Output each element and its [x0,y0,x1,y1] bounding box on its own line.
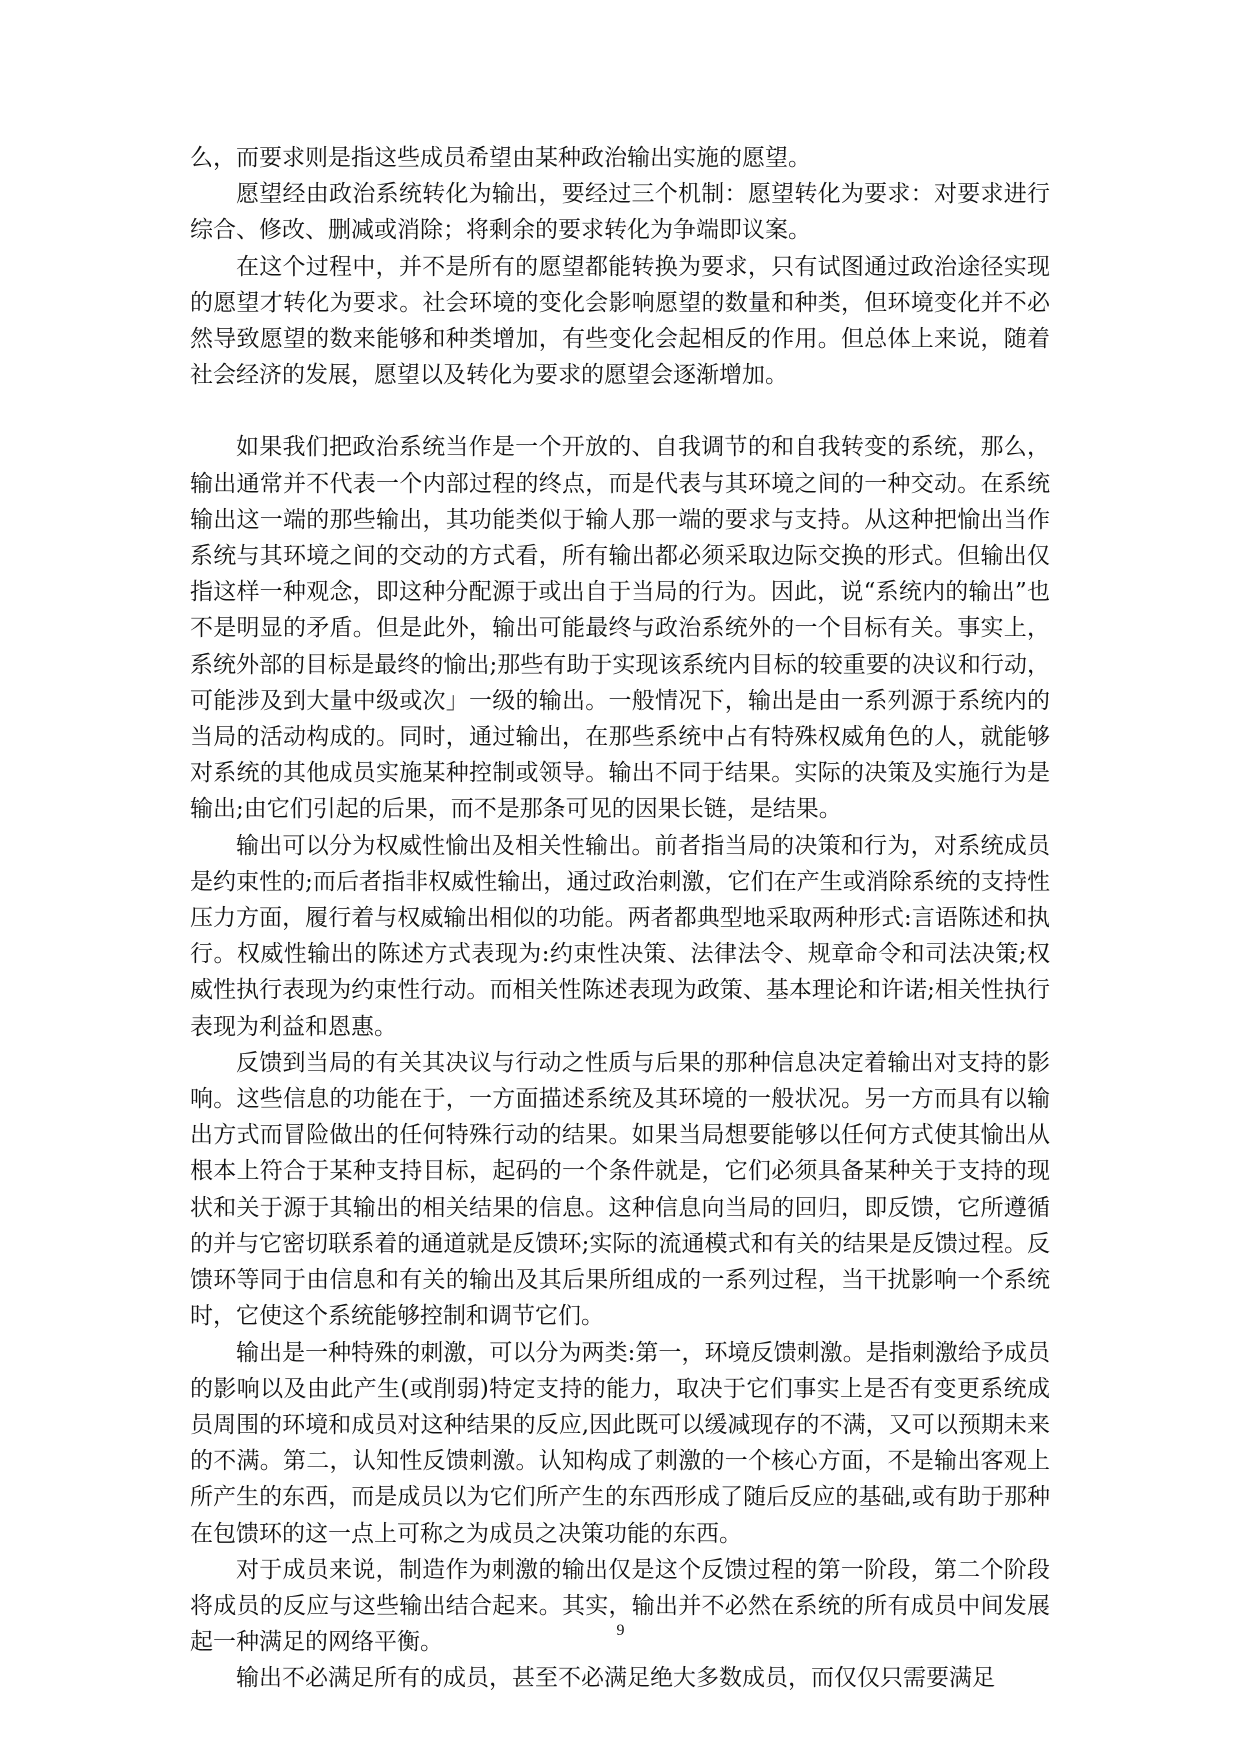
paragraph-4: 如果我们把政治系统当作是一个开放的、自我调节的和自我转变的系统，那么，输出通常并不代表一个内部过程的终点，而是代表与其环境之间的一种交动。在系统输出这一端的那些输出，其功能类似于输人那一端的要求与支持。从这种把愉出当作系统与其环境之间的交动的方式看，所有输出都必须采取边际交换的形式。但输出仅指这样一种观念，即这种分配源于或出自于当局的行为。因此，说“系统内的输出”也不是明显的矛盾。但是此外，输出可能最终与政治系统外的一个目标有关。事实上，系统外部的目标是最终的愉出;那些有助于实现该系统内目标的较重要的决议和行动，可能涉及到大量中级或次」一级的输出。一般情况下，输出是由一系列源于系统内的当局的活动构成的。同时，通过输出，在那些系统中占有特殊权威角色的人，就能够对系统的其他成员实施某种控制或领导。输出不同于结果。实际的决策及实施行为是输出;由它们引起的后果，而不是那条可见的因果长链，是结果。 [190,434,1050,823]
document-body [190,140,1050,1697]
paragraph-7: 输出是一种特殊的刺激，可以分为两类:第一，环境反馈刺激。是指刺激给予成员的影响以及由此产生(或削弱)特定支持的能力，取决于它们事实上是否有变更系统成员周围的环境和成员对这种结果的反应,因此既可以缓减现存的不满，又可以预期未来的不满。第二，认知性反馈刺激。认知构成了刺激的一个核心方面，不是输出客观上所产生的东西，而是成员以为它们所产生的东西形成了随后反应的基础,或有助于那种在包馈环的这一点上可称之为成员之决策功能的东西。 [190,1339,1050,1547]
paragraph-1: 么，而要求则是指这些成员希望由某种政治输出实施的愿望。 [190,145,811,171]
paragraph-3: 在这个过程中，并不是所有的愿望都能转换为要求，只有试图通过政治途径实现的愿望才转化为要求。社会环境的变化会影响愿望的数量和种类，但环境变化并不必然导致愿望的数来能够和种类增加，有些变化会起相反的作用。但总体上来说，随着社会经济的发展，愿望以及转化为要求的愿望会逐渐增加。 [190,253,1050,389]
paragraph-8: 对于成员来说，制造作为刺激的输出仅是这个反馈过程的第一阶段，第二个阶段将成员的反应与这些输出结合起来。其实，输出并不必然在系统的所有成员中间发展起一种满足的网络平衡。 [190,1556,1050,1656]
paragraph-6: 反馈到当局的有关其决议与行动之性质与后果的那种信息决定着输出对支持的影响。这些信息的功能在于，一方面描述系统及其环境的一般状况。另一方而具有以输出方式而冒险做出的任何特殊行动的结果。如果当局想要能够以任何方式使其愉出从根本上符合于某种支持目标，起码的一个条件就是，它们必须具备某种关于支持的现状和关于源于其输出的相关结果的信息。这种信息向当局的回归，即反馈，它所遵循的并与它密切联系着的通道就是反馈环;实际的流通模式和有关的结果是反馈过程。反馈环等同于由信息和有关的输出及其后果所组成的一系列过程，当干扰影响一个系统时，它使这个系统能够控制和调节它们。 [190,1049,1050,1330]
paragraph-9: 输出不必满足所有的成员，甚至不必满足绝大多数成员，而仅仅只需要满足 [236,1665,995,1692]
paragraph-5: 输出可以分为权威性愉出及相关性输出。前者指当局的决策和行为，对系统成员是约束性的;而后者指非权威性输出，通过政治刺激，它们在产生或消除系统的支持性压力方面，履行着与权威输出相似的功能。两者都典型地采取两种形式:言语陈述和执行。权威性输出的陈述方式表现为:约束性决策、法律法令、规章命令和司法决策;权威性执行表现为约束性行动。而相关性陈述表现为政策、基本理论和许诺;相关性执行表现为利益和恩惠。 [190,832,1050,1040]
paragraph-2: 愿望经由政治系统转化为输出，要经过三个机制：愿望转化为要求：对要求进行综合、修改、删减或消除；将剩余的要求转化为争端即议案。 [190,181,1050,244]
page-number: 9 [616,1622,625,1639]
paragraph-gap [190,393,1050,429]
